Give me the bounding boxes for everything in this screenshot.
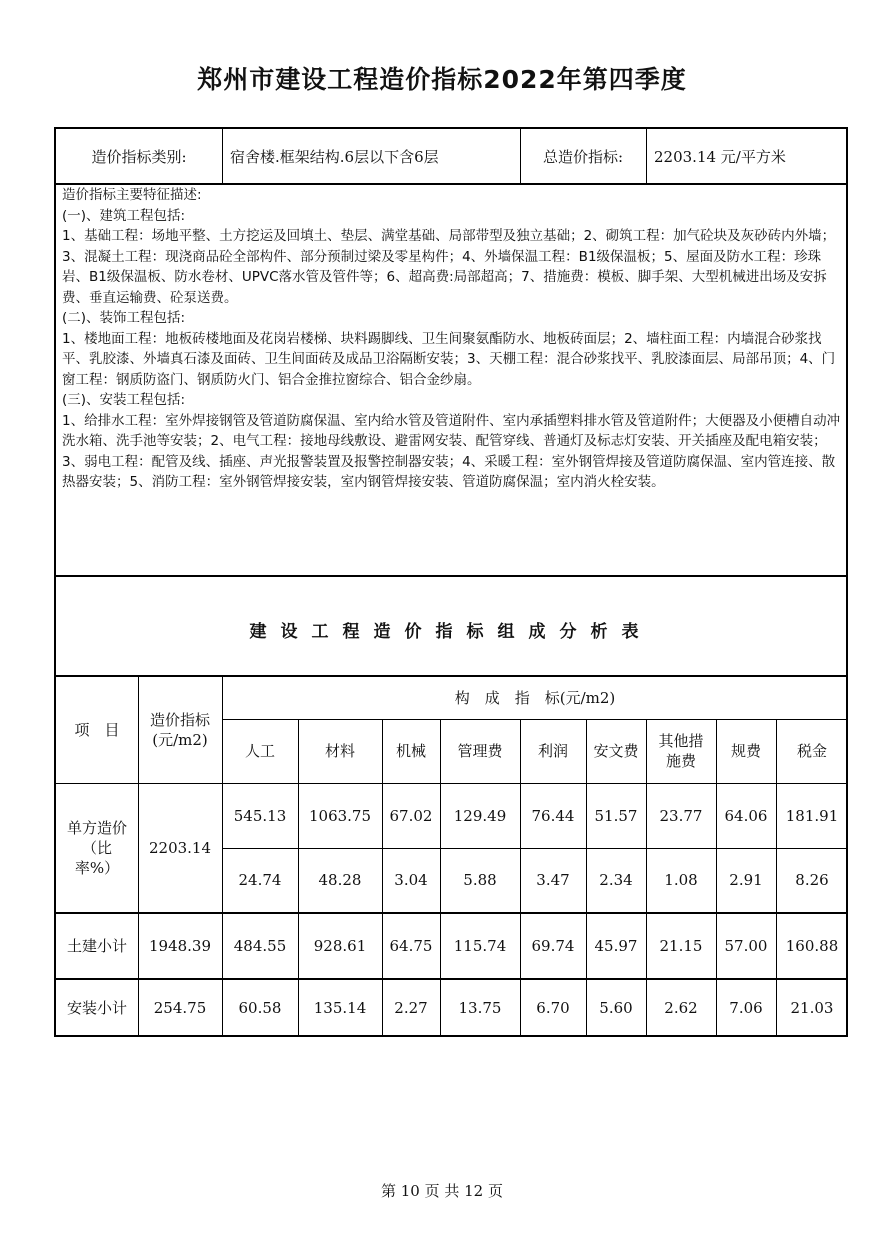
install-value: 13.75 xyxy=(458,999,502,1018)
index-header: 造价指标(元/m2) xyxy=(149,710,210,749)
unit-value: 545.13 xyxy=(233,806,287,825)
item-header: 项 目 xyxy=(74,720,120,739)
column-header: 人工 xyxy=(244,741,275,760)
column-header: 税金 xyxy=(796,741,827,760)
unit-value: 23.77 xyxy=(659,806,703,825)
ratio-value: 48.28 xyxy=(318,871,362,890)
column-header: 材料 xyxy=(324,741,355,760)
civil-subtotal-label: 土建小计 xyxy=(66,936,127,955)
composition-header: 构 成 指 标(元/m2) xyxy=(454,688,616,707)
column-header: 利润 xyxy=(537,741,568,760)
civil-value: 64.75 xyxy=(389,936,433,955)
ratio-value: 8.26 xyxy=(795,871,829,890)
civil-value: 45.97 xyxy=(594,936,638,955)
page-title: 郑州市建设工程造价指标2022年第四季度 xyxy=(197,65,687,94)
civil-value: 57.00 xyxy=(724,936,768,955)
column-header: 安文费 xyxy=(593,741,639,760)
install-value: 60.58 xyxy=(238,999,282,1018)
unit-value: 181.91 xyxy=(785,806,839,825)
cost-index-table xyxy=(54,127,848,1037)
civil-value: 160.88 xyxy=(785,936,839,955)
ratio-value: 2.34 xyxy=(599,871,633,890)
install-value: 2.62 xyxy=(664,999,698,1018)
install-value: 5.60 xyxy=(599,999,633,1018)
ratio-value: 3.47 xyxy=(536,871,570,890)
unit-row-label: 单方造价（比率%） xyxy=(66,818,127,878)
description-text: 1、给排水工程：室外焊接钢管及管道防腐保温、室内给水管及管道附件、室内承插塑料排水管及管道附件；大便器及小便槽自动冲洗水箱、洗手池等安装；2、电气工程：接地母线敷设、避雷网安装、配管穿线、普通灯及标志灯安装、开关插座及配电箱安装；3、弱电工程：配管及线、插座、声光报警装置及报警控制器安装；4、采暖工程：室外钢管焊接及管道防腐保温、室内管连接、散热器安装；5、消防工程：室外钢管焊接安装，室内钢管焊接安装、管道防腐保温；室内消火栓安装。 xyxy=(62,412,841,490)
install-subtotal-label: 安装小计 xyxy=(66,999,127,1018)
civil-value: 69.74 xyxy=(531,936,575,955)
unit-value: 1063.75 xyxy=(308,806,372,825)
column-header: 管理费 xyxy=(457,741,503,760)
ratio-value: 2.91 xyxy=(729,871,763,890)
civil-value: 21.15 xyxy=(659,936,703,955)
category-label: 造价指标类别: xyxy=(91,147,187,166)
civil-value: 484.55 xyxy=(233,936,287,955)
unit-value: 51.57 xyxy=(594,806,638,825)
install-subtotal-index: 254.75 xyxy=(153,999,207,1018)
install-value: 21.03 xyxy=(790,999,834,1018)
description-heading: 造价指标主要特征描述: xyxy=(62,187,202,203)
install-value: 135.14 xyxy=(313,999,367,1018)
civil-value: 928.61 xyxy=(313,936,367,955)
description-section: (二)、装饰工程包括: xyxy=(62,310,186,326)
description-text: 1、基础工程：场地平整、土方挖运及回填土、垫层、满堂基础、局部带型及独立基础；2、砌筑工程：加气砼块及灰砂砖内外墙；3、混凝土工程：现浇商品砼全部构件、部分预制过梁及零星构件；4、外墙保温工程：B1级保温板；5、屋面及防水工程：珍珠岩、B1级保温板、防水卷材、UPVC落水管及管件等；6、超高费:局部超高；7、措施费：模板、脚手架、大型机械进出场及安拆费、垂直运输费、砼泵送费。 xyxy=(62,228,836,306)
analysis-table-title: 建设工程造价指标组成分析表 xyxy=(249,622,653,642)
description-section: (一)、建筑工程包括: xyxy=(62,207,186,224)
category-value: 宿舍楼.框架结构.6层以下含6层 xyxy=(230,147,439,166)
ratio-value: 3.04 xyxy=(394,871,428,890)
install-value: 7.06 xyxy=(729,999,763,1018)
unit-value: 76.44 xyxy=(531,806,575,825)
install-value: 2.27 xyxy=(394,999,428,1018)
column-header: 规费 xyxy=(730,741,761,760)
unit-index-value: 2203.14 xyxy=(148,838,212,857)
install-value: 6.70 xyxy=(536,999,570,1018)
page-footer: 第 10 页 共 12 页 xyxy=(380,1182,503,1200)
civil-subtotal-index: 1948.39 xyxy=(148,936,212,955)
ratio-value: 1.08 xyxy=(664,871,698,890)
unit-value: 64.06 xyxy=(724,806,768,825)
description-text: 1、楼地面工程：地板砖楼地面及花岗岩楼梯、块料踢脚线、卫生间聚氨酯防水、地板砖面层；2、墙柱面工程：内墙混合砂浆找平、乳胶漆、外墙真石漆及面砖、卫生间面砖及成品卫浴隔断安装；3、天棚工程：混合砂浆找平、乳胶漆面层、局部吊顶；4、门窗工程：钢质防盗门、钢质防火门、铝合金推拉窗综合、铝合金纱扇。 xyxy=(62,330,836,388)
civil-value: 115.74 xyxy=(453,936,507,955)
description-section: (三)、安装工程包括: xyxy=(62,392,186,408)
unit-value: 67.02 xyxy=(389,806,433,825)
total-value: 2203.14 元/平方米 xyxy=(654,147,786,166)
ratio-value: 24.74 xyxy=(238,871,282,890)
unit-value: 129.49 xyxy=(453,806,507,825)
ratio-value: 5.88 xyxy=(463,871,497,890)
total-label: 总造价指标: xyxy=(542,147,624,166)
column-header: 其他措施费 xyxy=(658,731,704,770)
column-header: 机械 xyxy=(395,741,426,760)
feature-description xyxy=(62,185,846,493)
